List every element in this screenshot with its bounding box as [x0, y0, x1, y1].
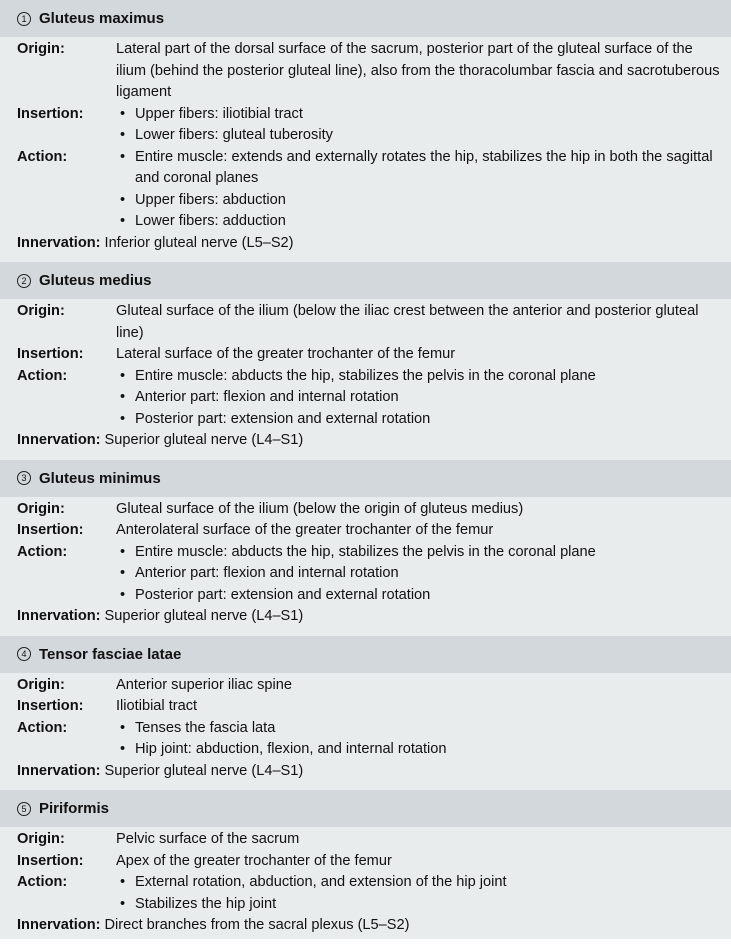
list-item: • Lower fibers: adduction [116, 211, 723, 233]
list-item: • Lower fibers: gluteal tuberosity [116, 125, 723, 147]
action-label: Action: [17, 148, 68, 165]
insertion-label: Insertion: [17, 522, 84, 538]
list-item: • Stabilizes the hip joint [116, 894, 723, 916]
action-row [17, 872, 723, 915]
section-number: 1 [17, 12, 31, 26]
action-label: Action: [17, 719, 68, 736]
innervation-label: Innervation: [17, 432, 101, 448]
innervation-row [17, 915, 723, 937]
section-gluteus-minimus [0, 460, 731, 636]
list-item: • Upper fibers: abduction [116, 190, 723, 212]
origin-row [17, 301, 723, 344]
list-item: • Upper fibers: iliotibial tract [116, 104, 723, 126]
section-number: 3 [17, 471, 31, 485]
section-title: Gluteus maximus [39, 10, 165, 27]
origin-value: Gluteal surface of the ilium (below the iliac crest between the anterior and posterior gluteal line) [116, 303, 699, 341]
innervation-label: Innervation: [17, 234, 101, 251]
insertion-row [17, 696, 723, 718]
insertion-row [17, 344, 723, 366]
origin-label: Origin: [17, 676, 65, 693]
section-body [0, 827, 731, 945]
list-item: • Entire muscle: abducts the hip, stabilizes the pelvis in the coronal plane [116, 366, 723, 388]
section-tensor-fasciae-latae [0, 636, 731, 791]
innervation-row [17, 430, 723, 452]
list-item: • Hip joint: abduction, flexion, and internal rotation [116, 739, 723, 761]
innervation-label: Innervation: [17, 762, 101, 779]
insertion-row [17, 851, 723, 873]
innervation-row [17, 233, 723, 255]
action-row [17, 718, 723, 761]
list-item: • Entire muscle: abducts the hip, stabilizes the pelvis in the coronal plane [116, 542, 723, 564]
section-body [0, 497, 731, 636]
section-number: 5 [17, 802, 31, 816]
action-list [116, 366, 723, 431]
origin-value: Anterior superior iliac spine [116, 676, 293, 693]
innervation-value: Direct branches from the sacral plexus (L5–S2) [104, 917, 410, 933]
section-body [0, 299, 731, 460]
innervation-label: Innervation: [17, 917, 101, 933]
insertion-label: Insertion: [17, 698, 84, 714]
insertion-value: Apex of the greater trochanter of the femur [116, 852, 392, 869]
insertion-label: Insertion: [17, 346, 84, 362]
section-gluteus-maximus [0, 0, 731, 262]
origin-value: Lateral part of the dorsal surface of the sacrum, posterior part of the gluteal surface of the ilium (behind the posterior gluteal line), also from the thoracolumbar fascia and sacrotuberous ligament [116, 41, 720, 100]
section-title: Piriformis [39, 800, 110, 817]
insertion-label: Insertion: [17, 105, 84, 122]
origin-label: Origin: [17, 303, 65, 319]
section-header [0, 636, 731, 673]
list-item: • Posterior part: extension and external rotation [116, 585, 723, 607]
section-header [0, 790, 731, 827]
origin-label: Origin: [17, 831, 65, 847]
origin-value: Pelvic surface of the sacrum [116, 831, 300, 847]
insertion-row [17, 104, 723, 147]
origin-row [17, 829, 723, 851]
list-item: • Anterior part: flexion and internal rotation [116, 387, 723, 409]
innervation-row [17, 761, 723, 783]
list-item: • Anterior part: flexion and internal rotation [116, 563, 723, 585]
action-label: Action: [17, 874, 68, 890]
innervation-value: Superior gluteal nerve (L4–S1) [104, 608, 304, 624]
innervation-label: Innervation: [17, 608, 101, 624]
list-item: • Tenses the fascia lata [116, 718, 723, 740]
insertion-value: Anterolateral surface of the greater trochanter of the femur [116, 522, 494, 538]
action-row [17, 366, 723, 431]
action-list [116, 872, 723, 915]
section-header [0, 0, 731, 37]
origin-label: Origin: [17, 41, 65, 57]
section-title: Tensor fasciae latae [39, 645, 182, 663]
list-item: • External rotation, abduction, and extension of the hip joint [116, 872, 723, 894]
innervation-value: Superior gluteal nerve (L4–S1) [104, 762, 304, 779]
action-row [17, 147, 723, 233]
origin-value: Gluteal surface of the ilium (below the origin of gluteus medius) [116, 500, 524, 517]
action-list [116, 147, 723, 233]
insertion-label: Insertion: [17, 852, 84, 869]
action-label: Action: [17, 543, 68, 560]
innervation-value: Inferior gluteal nerve (L5–S2) [104, 234, 294, 251]
section-title: Gluteus medius [39, 272, 152, 289]
section-piriformis [0, 790, 731, 945]
section-number: 4 [17, 647, 31, 661]
section-body [0, 673, 731, 791]
section-number: 2 [17, 274, 31, 288]
origin-label: Origin: [17, 500, 65, 517]
action-list [116, 718, 723, 761]
insertion-row [17, 520, 723, 542]
list-item: • Posterior part: extension and external rotation [116, 409, 723, 431]
origin-row [17, 499, 723, 521]
innervation-row [17, 606, 723, 628]
section-header [0, 262, 731, 299]
list-item: • Entire muscle: extends and externally rotates the hip, stabilizes the hip in both the sagittal and coronal planes [116, 147, 723, 190]
insertion-value: Lateral surface of the greater trochanter of the femur [116, 346, 456, 362]
section-gluteus-medius [0, 262, 731, 460]
insertion-list [116, 104, 723, 147]
action-label: Action: [17, 367, 68, 384]
origin-row [17, 39, 723, 104]
origin-row [17, 675, 723, 697]
section-title: Gluteus minimus [39, 469, 161, 487]
section-body [0, 37, 731, 262]
action-list [116, 542, 723, 607]
insertion-value: Iliotibial tract [116, 698, 198, 714]
innervation-value: Superior gluteal nerve (L4–S1) [104, 432, 304, 448]
action-row [17, 542, 723, 607]
section-header [0, 460, 731, 497]
